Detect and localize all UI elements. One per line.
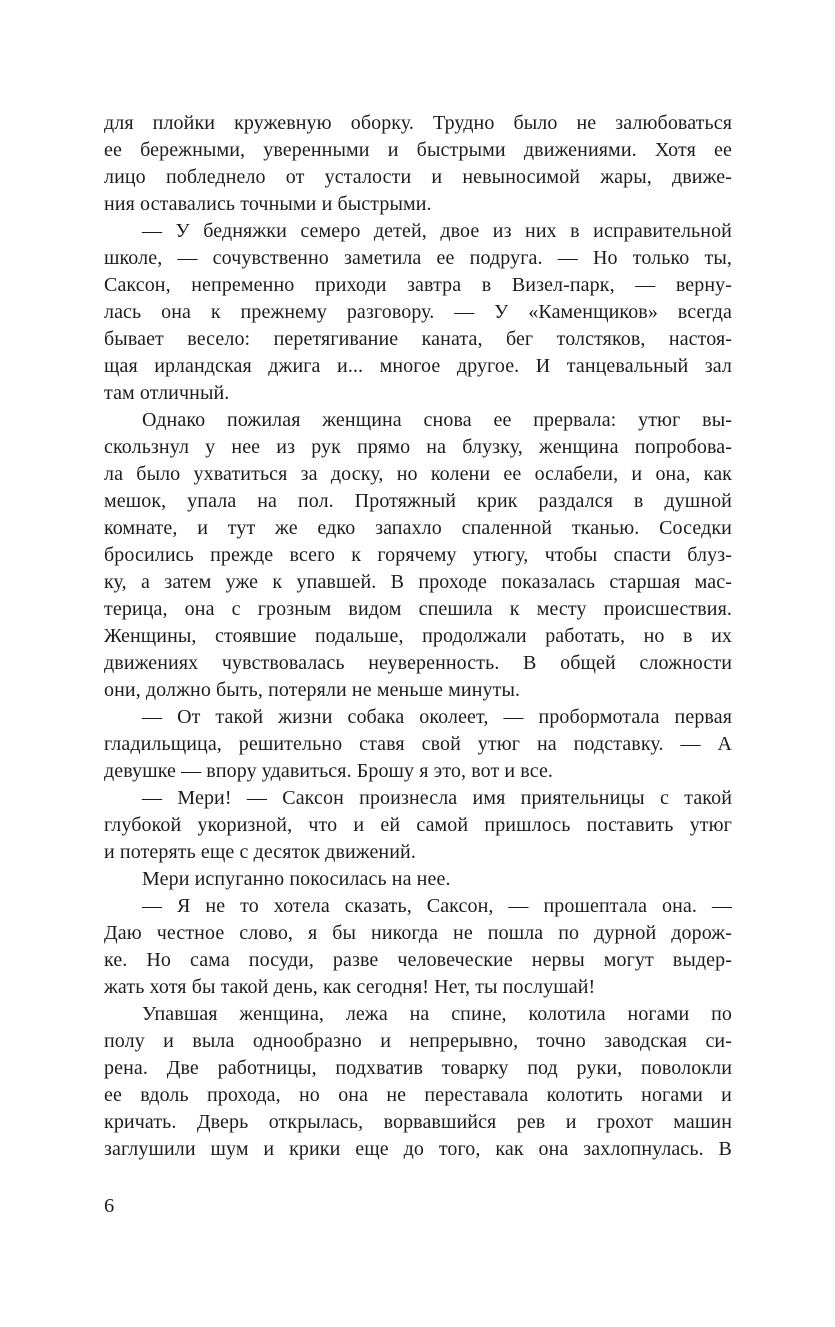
text-line: ее бережными, уверенными и быстрыми движениями. Хотя ее [104, 139, 732, 161]
text-line: школе, — сочувственно заметила ее подруга. — Но только ты, [104, 247, 732, 269]
text-line: заглушили шум и крики еще до того, как она захлопнулась. В [104, 1138, 732, 1160]
text-line: для плойки кружевную оборку. Трудно было не залюбоваться [104, 112, 732, 134]
text-line: жать хотя бы такой день, как сегодня! Нет, ты послушай! [104, 976, 596, 998]
text-line: Мери испуганно покосилась на нее. [142, 868, 451, 890]
text-line: рена. Две работницы, подхватив товарку под руки, поволокли [104, 1057, 732, 1079]
text-line: Даю честное слово, я бы никогда не пошла по дурной дорож- [104, 922, 732, 944]
text-line: Однако пожилая женщина снова ее прервала: утюг вы- [142, 409, 732, 431]
text-line: бывает весело: перетягивание каната, бег толстяков, настоя- [104, 328, 732, 350]
text-line: скользнул у нее из рук прямо на блузку, женщина попробова- [104, 436, 732, 458]
page-number: 6 [104, 1195, 115, 1217]
paragraph [104, 785, 732, 866]
paragraph [104, 110, 732, 218]
page-text [104, 110, 732, 1163]
text-line: полу и выла однообразно и непрерывно, точно заводская си- [104, 1030, 732, 1052]
text-line: и потерять еще с десяток движений. [104, 841, 416, 863]
paragraph [104, 218, 732, 407]
text-line: движениях чувствовалась неуверенность. В общей сложности [104, 652, 732, 674]
paragraph [104, 893, 732, 1001]
text-line: — У бедняжки семеро детей, двое из них в исправительной [142, 220, 732, 242]
text-line: ла было ухватиться за доску, но колени ее ослабели, и она, как [104, 463, 732, 485]
text-line: гладильщица, решительно ставя свой утюг на подставку. — А [104, 733, 732, 755]
text-line: — Я не то хотела сказать, Саксон, — прошептала она. — [142, 895, 732, 917]
paragraph [104, 407, 732, 704]
paragraph [104, 1001, 732, 1163]
text-line: — Мери! — Саксон произнесла имя приятельницы с такой [142, 787, 732, 809]
text-line: лицо побледнело от усталости и невыносимой жары, движе- [104, 166, 732, 188]
text-line: они, должно быть, потеряли не меньше минуты. [104, 679, 521, 701]
text-line: Саксон, непременно приходи завтра в Визел-парк, — верну- [104, 274, 732, 296]
paragraph [104, 866, 732, 893]
paragraph [104, 704, 732, 785]
text-line: Женщины, стоявшие подальше, продолжали работать, но в их [104, 625, 732, 647]
text-line: ее вдоль прохода, но она не переставала колотить ногами и [104, 1084, 732, 1106]
text-line: кричать. Дверь открылась, ворвавшийся рев и грохот машин [104, 1111, 732, 1133]
text-line: щая ирландская джига и... многое другое. И танцевальный зал [104, 355, 732, 377]
text-line: глубокой укоризной, что и ей самой пришлось поставить утюг [104, 814, 732, 836]
text-line: терица, она с грозным видом спешила к месту происшествия. [104, 598, 732, 620]
text-line: Упавшая женщина, лежа на спине, колотила ногами по [142, 1003, 732, 1025]
text-line: там отличный. [104, 382, 230, 404]
text-line: бросились прежде всего к горячему утюгу, чтобы спасти блуз- [104, 544, 732, 566]
text-line: лась она к прежнему разговору. — У «Каменщиков» всегда [104, 301, 732, 323]
text-line: мешок, упала на пол. Протяжный крик раздался в душной [104, 490, 732, 512]
text-line: — От такой жизни собака околеет, — пробормотала первая [142, 706, 732, 728]
text-line: ния оставались точными и быстрыми. [104, 193, 432, 215]
text-line: девушке — впору удавиться. Брошу я это, вот и все. [104, 760, 554, 782]
text-line: комнате, и тут же едко запахло спаленной тканью. Соседки [104, 517, 732, 539]
text-line: ке. Но сама посуди, разве человеческие нервы могут выдер- [104, 949, 732, 971]
text-line: ку, а затем уже к упавшей. В проходе показалась старшая мас- [104, 571, 732, 593]
